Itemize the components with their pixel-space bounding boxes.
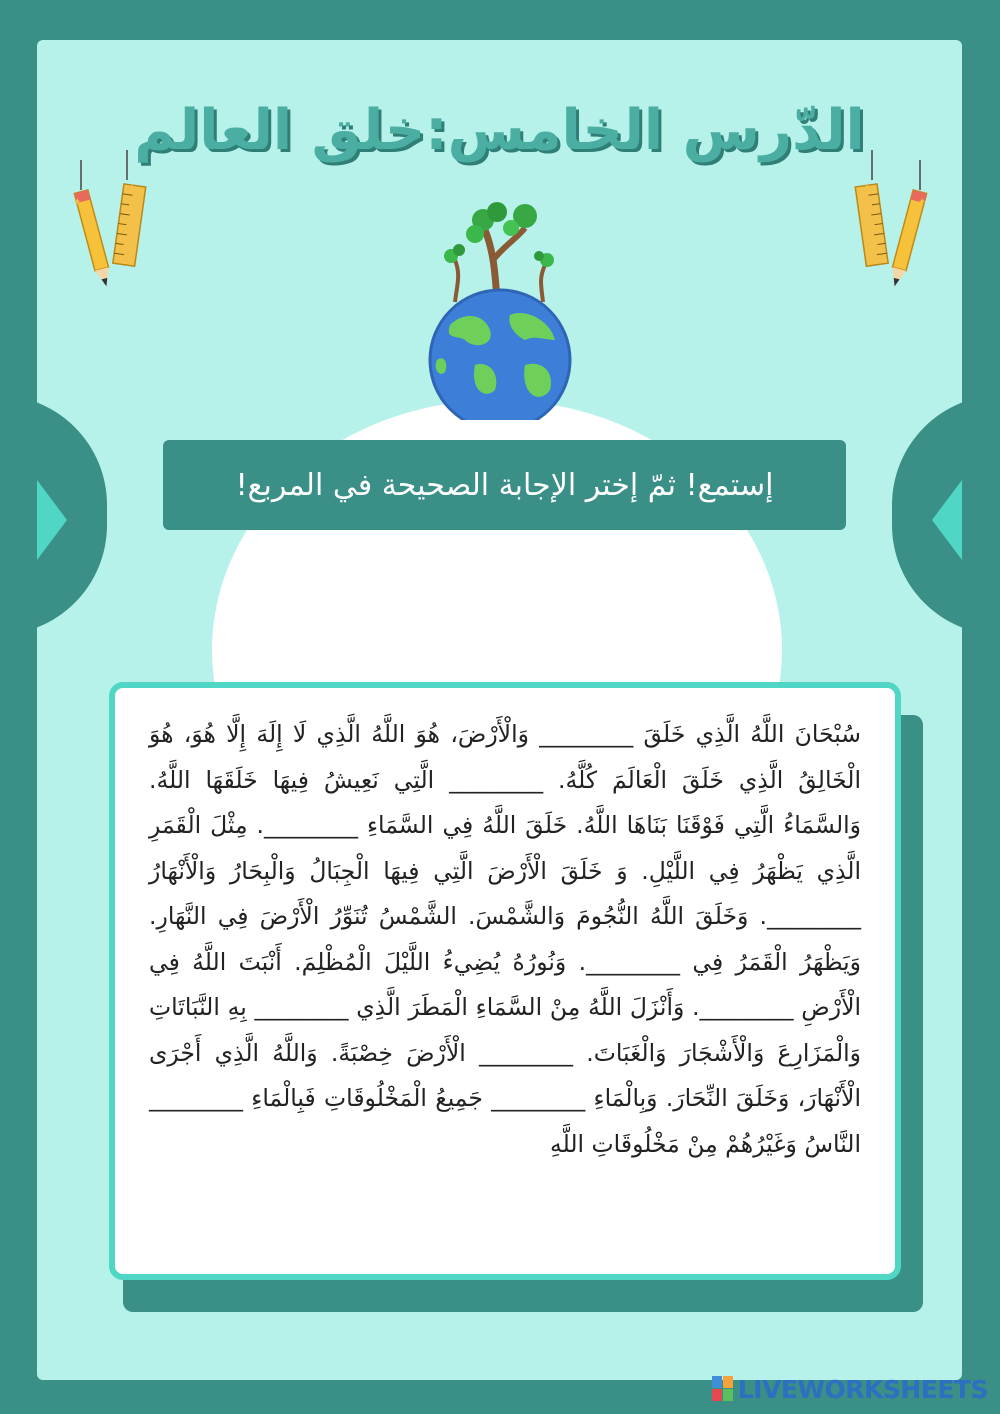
globe-with-trees-icon bbox=[415, 190, 585, 420]
page-title: الدّرس الخامس:خلق العالم bbox=[134, 98, 865, 163]
svg-text:✦: ✦ bbox=[862, 181, 873, 195]
liveworksheets-logo-icon bbox=[712, 1376, 734, 1402]
right-triangle-decoration bbox=[932, 480, 962, 560]
liveworksheets-footer[interactable] bbox=[712, 1372, 988, 1406]
instruction-text: إستمع! ثمّ إختر الإجابة الصحيحة في المربع! bbox=[235, 467, 774, 503]
passage-text: سُبْحَانَ اللَّهُ الَّذِي خَلَقَ ________ وَالْأَرْضَ، هُوَ اللَّهُ الَّذِي لَا إِلَهَ إِلَّا هُوَ، هُوَ الْخَالِقُ الَّذِي خَلَقَ الْعَالَمَ كُلَّهُ. ________ الَّتِي نَعِيشُ فِيهَا خَلَقَهَا اللَّهُ. وَالسَّمَاءُ الَّتِي فَوْقَنَا بَنَاهَا اللَّهُ. خَلَقَ اللَّهُ فِي السَّمَاءِ ________. مِثْلَ الْقَمَرِ الَّذِي يَظْهَرُ فِي اللَّيْلِ. وَ خَلَقَ الْأَرْضَ الَّتِي فِيهَا الْجِبَالُ وَالْبِحَارُ وَالْأَنْهَارُ ________. وَخَلَقَ اللَّهُ النُّجُومَ وَالشَّمْسَ. الشَّمْسُ تُنَوِّرُ الْأَرْضَ فِي النَّهَارِ. وَيَظْهَرُ الْقَمَرُ فِي ________. وَنُورُهُ يُضِيءُ اللَّيْلَ الْمُظْلِمَ. أَنْبَتَ اللَّهُ فِي الْأَرْضِ ________. وَأَنْزَلَ اللَّهُ مِنْ السَّمَاءِ الْمَطَرَ الَّذِي ________ بِهِ النَّبَاتَاتِ وَالْمَزَارِعَ وَالْأَشْجَارَ وَالْغَبَاتَ. ________ الْأَرْضَ خِصْبَةً. وَاللَّهُ الَّذِي أَجْرَى الْأَنْهَارَ، وَخَلَقَ النِّحَارَ. وَبِالْمَاءِ ________ جَمِيعُ الْمَخْلُوقَاتِ فَبِالْمَاءِ ________ النَّاسُ وَغَيْرُهُمْ مِنْ مَخْلُوقَاتِ اللَّهِ bbox=[149, 720, 861, 1158]
svg-text:✦: ✦ bbox=[73, 197, 82, 208]
worksheet-page bbox=[37, 40, 962, 1380]
svg-text:✦: ✦ bbox=[127, 181, 138, 195]
pencil-ruler-left-icon bbox=[69, 150, 159, 300]
left-triangle-decoration bbox=[37, 480, 67, 560]
pencil-ruler-right-icon bbox=[842, 150, 932, 300]
svg-text:✦: ✦ bbox=[918, 197, 927, 208]
passage-card bbox=[109, 682, 901, 1280]
instruction-banner bbox=[163, 440, 846, 530]
footer-brand-text: LIVEWORKSHEETS bbox=[737, 1374, 988, 1404]
